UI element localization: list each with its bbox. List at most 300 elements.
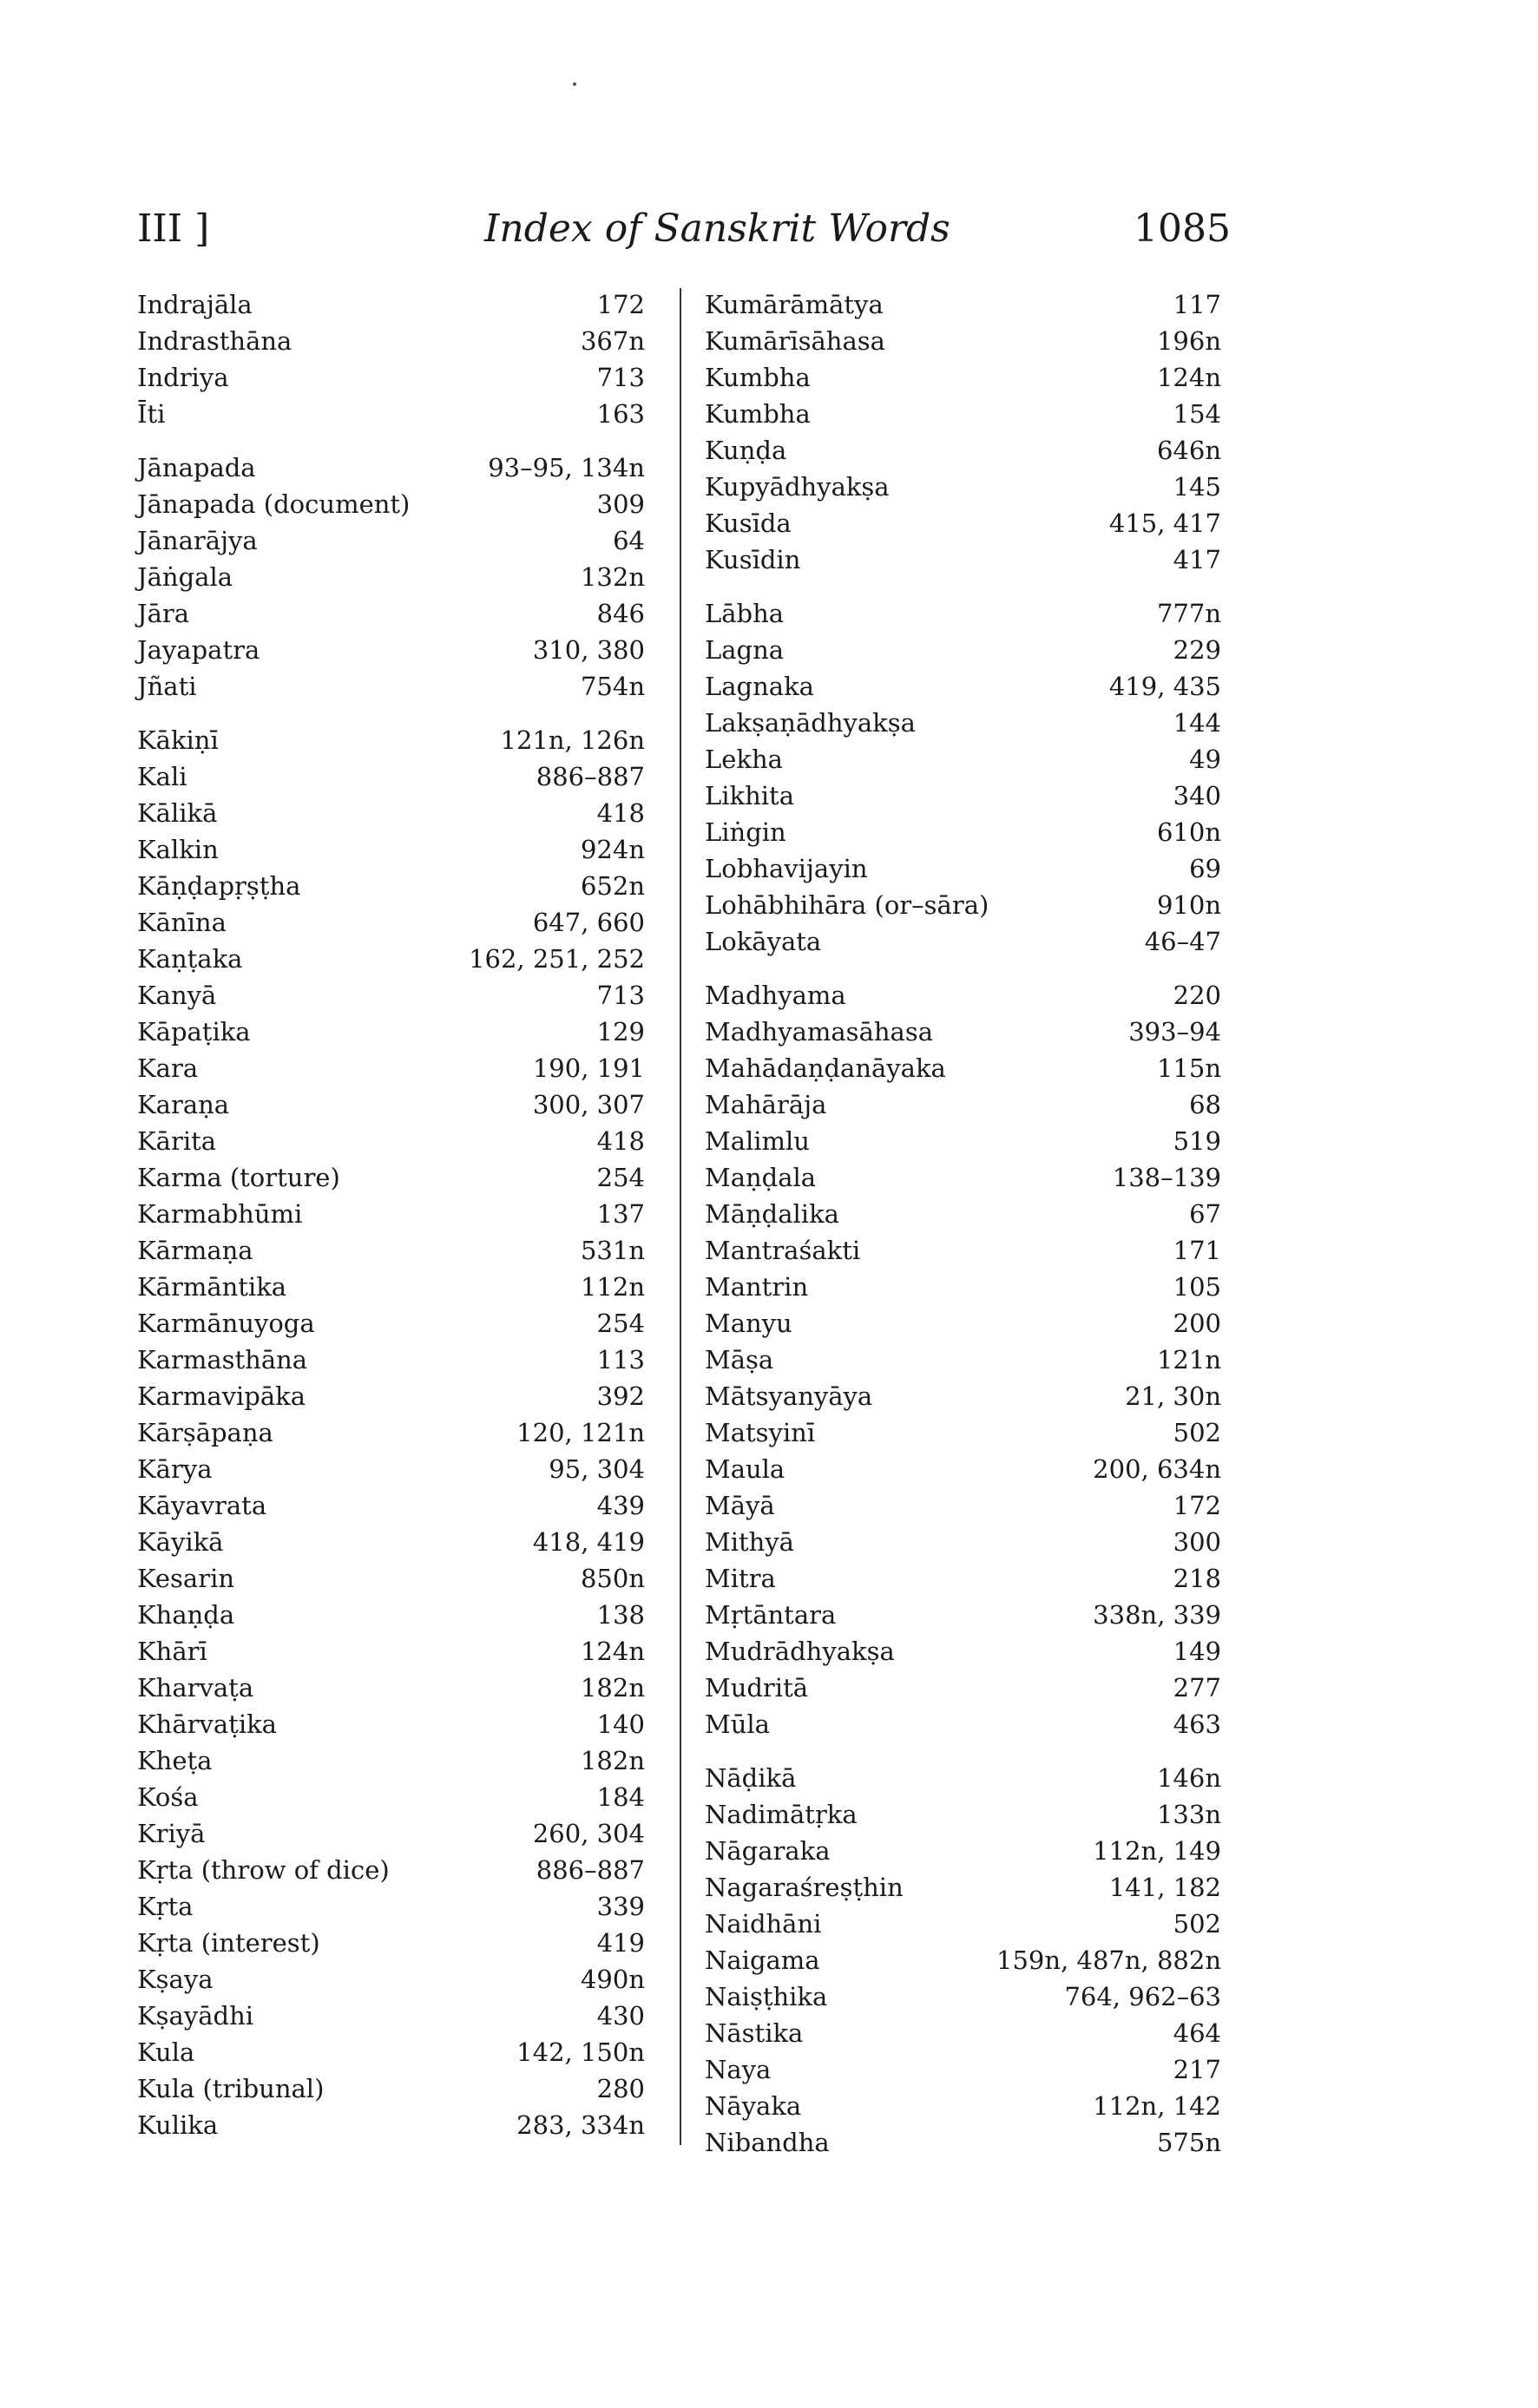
- entry-pages: 112n, 142: [1093, 2091, 1221, 2121]
- entry-word: Kṛta: [137, 1892, 194, 1921]
- index-entry: [137, 1998, 645, 2034]
- entry-pages: 392: [596, 1381, 645, 1411]
- entry-word: Madhyamasāhasa: [705, 1017, 933, 1047]
- index-entry: [705, 1760, 1221, 1796]
- entry-word: Madhyama: [705, 981, 846, 1010]
- entry-pages: 846: [596, 599, 645, 628]
- index-entry: [705, 1706, 1221, 1742]
- index-entry: [137, 868, 645, 904]
- entry-word: Māyā: [705, 1491, 775, 1520]
- entry-pages: 277: [1173, 1673, 1221, 1703]
- index-entry: [705, 1014, 1221, 1050]
- index-entry: [705, 1232, 1221, 1269]
- entry-word: Kāpaṭika: [137, 1017, 251, 1047]
- entry-pages: 338n, 339: [1093, 1600, 1221, 1630]
- index-entry: [137, 1451, 645, 1487]
- entry-pages: 339: [596, 1892, 645, 1921]
- index-entry: [137, 1706, 645, 1742]
- index-entry: [705, 1487, 1221, 1524]
- index-entry: [137, 1925, 645, 1961]
- entry-pages: 280: [596, 2074, 645, 2103]
- entry-pages: 419, 435: [1108, 672, 1221, 701]
- index-entry: [705, 1597, 1221, 1633]
- index-entry: [705, 1978, 1221, 2015]
- index-entry: [705, 632, 1221, 668]
- entry-pages: 418: [596, 1126, 645, 1156]
- entry-pages: 393–94: [1128, 1017, 1221, 1047]
- index-entry: [705, 1524, 1221, 1560]
- entry-word: Naya: [705, 2055, 772, 2084]
- index-entry: [137, 1633, 645, 1670]
- entry-word: Kharvaṭa: [137, 1673, 254, 1703]
- entry-word: Kriyā: [137, 1819, 206, 1848]
- entry-word: Kheṭa: [137, 1746, 213, 1775]
- entry-word: Nāstika: [705, 2018, 804, 2048]
- index-entry: [137, 1815, 645, 1852]
- entry-pages: 464: [1173, 2018, 1221, 2048]
- entry-pages: 172: [1173, 1491, 1221, 1520]
- entry-word: Kṣayādhi: [137, 2001, 254, 2031]
- entry-word: Māṇḍalika: [705, 1199, 839, 1229]
- entry-pages: 502: [1173, 1418, 1221, 1447]
- entry-word: Naidhāni: [705, 1909, 822, 1939]
- index-entry: [705, 1305, 1221, 1342]
- entry-pages: 172: [596, 290, 645, 319]
- entry-pages: 764, 962–63: [1064, 1982, 1221, 2011]
- index-entry: [705, 2124, 1221, 2161]
- entry-word: Jāra: [137, 599, 190, 628]
- index-section: [705, 977, 1221, 1742]
- entry-word: Lokāyata: [705, 927, 822, 956]
- index-entry: [705, 469, 1221, 505]
- entry-word: Kumbha: [705, 399, 811, 429]
- index-entry: [137, 359, 645, 396]
- entry-pages: 64: [613, 526, 645, 555]
- index-entry: [705, 1196, 1221, 1232]
- entry-word: Karmabhūmi: [137, 1199, 303, 1229]
- entry-pages: 531n: [580, 1236, 645, 1265]
- index-entry: [705, 923, 1221, 960]
- entry-word: Kumārīsāhasa: [705, 326, 885, 356]
- entry-word: Indrajāla: [137, 290, 253, 319]
- entry-word: Jānapada (document): [137, 489, 411, 519]
- entry-word: Khārī: [137, 1637, 207, 1666]
- entry-pages: 340: [1173, 781, 1221, 810]
- entry-pages: 713: [596, 363, 645, 392]
- entry-pages: 190, 191: [532, 1053, 645, 1083]
- index-entry: [137, 522, 645, 559]
- entry-pages: 171: [1173, 1236, 1221, 1265]
- entry-word: Karmavipāka: [137, 1381, 306, 1411]
- entry-word: Kali: [137, 762, 187, 791]
- entry-word: Kālikā: [137, 798, 218, 828]
- entry-pages: 112n: [580, 1272, 645, 1302]
- index-section: [705, 1760, 1221, 2161]
- entry-word: Mantrin: [705, 1272, 809, 1302]
- index-entry: [137, 1269, 645, 1305]
- entry-pages: 69: [1189, 854, 1221, 883]
- left-column: [137, 286, 645, 2161]
- entry-pages: 129: [596, 1017, 645, 1047]
- index-entry: [705, 1378, 1221, 1414]
- index-entry: [705, 977, 1221, 1014]
- index-entry: [137, 1597, 645, 1633]
- entry-pages: 300: [1173, 1527, 1221, 1557]
- index-section: [137, 286, 645, 432]
- index-entry: [137, 1560, 645, 1597]
- entry-pages: 120, 121n: [516, 1418, 645, 1447]
- entry-pages: 910n: [1156, 890, 1221, 920]
- entry-pages: 254: [596, 1309, 645, 1338]
- index-entry: [705, 1123, 1221, 1159]
- entry-word: Mudrādhyakṣa: [705, 1637, 895, 1666]
- entry-pages: 300, 307: [532, 1090, 645, 1119]
- chapter-marker: III ]: [137, 207, 210, 251]
- entry-word: Lagna: [705, 635, 785, 665]
- index-entry: [705, 1906, 1221, 1942]
- index-entry: [137, 1050, 645, 1086]
- entry-word: Khārvaṭika: [137, 1709, 277, 1739]
- index-entry: [137, 559, 645, 595]
- index-entry: [705, 1050, 1221, 1086]
- entry-word: Kārita: [137, 1126, 217, 1156]
- index-section: [137, 722, 645, 2143]
- index-entry: [137, 286, 645, 323]
- entry-pages: 754n: [580, 672, 645, 701]
- entry-pages: 105: [1173, 1272, 1221, 1302]
- index-section: [705, 595, 1221, 960]
- entry-word: Manyu: [705, 1309, 792, 1338]
- index-entry: [705, 2015, 1221, 2051]
- index-entry: [705, 505, 1221, 541]
- entry-word: Mṛtāntara: [705, 1600, 837, 1630]
- entry-pages: 886–887: [536, 762, 645, 791]
- index-entry: [137, 758, 645, 795]
- entry-pages: 502: [1173, 1909, 1221, 1939]
- entry-word: Kaṇṭaka: [137, 944, 243, 974]
- entry-word: Kumbha: [705, 363, 811, 392]
- entry-word: Kāyikā: [137, 1527, 224, 1557]
- index-entry: [705, 396, 1221, 432]
- entry-pages: 159n, 487n, 882n: [996, 1945, 1221, 1975]
- entry-pages: 132n: [580, 562, 645, 592]
- entry-pages: 419: [596, 1928, 645, 1958]
- entry-pages: 309: [596, 489, 645, 519]
- index-entry: [137, 1487, 645, 1524]
- index-entry: [137, 1852, 645, 1888]
- entry-word: Kara: [137, 1053, 199, 1083]
- entry-pages: 124n: [1156, 363, 1221, 392]
- entry-pages: 647, 660: [532, 908, 645, 937]
- entry-word: Khaṇḍa: [137, 1600, 235, 1630]
- entry-pages: 418, 419: [532, 1527, 645, 1557]
- entry-word: Jānarājya: [137, 526, 258, 555]
- entry-word: Kesarin: [137, 1564, 235, 1593]
- index-entry: [705, 850, 1221, 887]
- entry-pages: 112n, 149: [1093, 1836, 1221, 1866]
- entry-pages: 146n: [1156, 1763, 1221, 1793]
- index-entry: [137, 1159, 645, 1196]
- entry-pages: 117: [1173, 290, 1221, 319]
- index-entry: [137, 1414, 645, 1451]
- index-entry: [705, 1086, 1221, 1123]
- entry-word: Lekha: [705, 745, 783, 774]
- index-entry: [137, 595, 645, 632]
- entry-pages: 886–887: [536, 1855, 645, 1885]
- index-entry: [705, 323, 1221, 359]
- entry-word: Jayapatra: [137, 635, 260, 665]
- entry-pages: 163: [596, 399, 645, 429]
- entry-pages: 430: [596, 2001, 645, 2031]
- entry-pages: 283, 334n: [516, 2110, 645, 2140]
- entry-word: Māṣa: [705, 1345, 774, 1375]
- entry-word: Mitra: [705, 1564, 776, 1593]
- entry-word: Matsyinī: [705, 1418, 816, 1447]
- stray-mark: [573, 82, 576, 86]
- index-entry: [137, 1014, 645, 1050]
- entry-pages: 519: [1173, 1126, 1221, 1156]
- index-entry: [705, 1833, 1221, 1869]
- index-entry: [137, 486, 645, 522]
- entry-word: Karaṇa: [137, 1090, 230, 1119]
- entry-pages: 133n: [1156, 1800, 1221, 1829]
- entry-pages: 138: [596, 1600, 645, 1630]
- entry-word: Kusīdin: [705, 545, 801, 574]
- entry-word: Mahādaṇḍanāyaka: [705, 1053, 946, 1083]
- entry-pages: 121n: [1156, 1345, 1221, 1375]
- index-entry: [137, 1086, 645, 1123]
- entry-pages: 121n, 126n: [500, 725, 645, 755]
- entry-word: Jāṅgala: [137, 562, 233, 592]
- index-entry: [705, 1869, 1221, 1906]
- entry-pages: 149: [1173, 1637, 1221, 1666]
- entry-word: Mudritā: [705, 1673, 809, 1703]
- entry-word: Kumārāmātya: [705, 290, 884, 319]
- entry-word: Nāḍikā: [705, 1763, 797, 1793]
- index-entry: [137, 2107, 645, 2143]
- index-entry: [137, 1342, 645, 1378]
- entry-word: Likhita: [705, 781, 795, 810]
- entry-word: Mantraśakti: [705, 1236, 861, 1265]
- entry-word: Indrasthāna: [137, 326, 292, 356]
- entry-pages: 140: [596, 1709, 645, 1739]
- entry-word: Maula: [705, 1454, 785, 1484]
- entry-word: Kośa: [137, 1782, 199, 1812]
- index-entry: [705, 432, 1221, 469]
- entry-word: Liṅgin: [705, 817, 786, 847]
- entry-pages: 439: [596, 1491, 645, 1520]
- entry-pages: 713: [596, 981, 645, 1010]
- entry-pages: 145: [1173, 472, 1221, 502]
- index-entry: [137, 1779, 645, 1815]
- entry-pages: 67: [1189, 1199, 1221, 1229]
- index-entry: [137, 1305, 645, 1342]
- entry-word: Nāgaraka: [705, 1836, 831, 1866]
- index-entry: [705, 1942, 1221, 1978]
- entry-word: Kārṣāpaṇa: [137, 1418, 273, 1447]
- entry-word: Kānīna: [137, 908, 227, 937]
- entry-word: Jānapada: [137, 453, 256, 482]
- entry-pages: 260, 304: [532, 1819, 645, 1848]
- entry-word: Kākiṇī: [137, 725, 219, 755]
- index-entry: [705, 668, 1221, 705]
- entry-word: Kanyā: [137, 981, 217, 1010]
- index-entry: [705, 814, 1221, 850]
- entry-word: Karmasthāna: [137, 1345, 308, 1375]
- index-entry: [137, 1123, 645, 1159]
- column-divider: [680, 288, 681, 2145]
- entry-pages: 68: [1189, 1090, 1221, 1119]
- entry-word: Nagaraśreṣṭhin: [705, 1873, 904, 1902]
- entry-pages: 575n: [1156, 2128, 1221, 2157]
- entry-pages: 610n: [1156, 817, 1221, 847]
- entry-word: Mahārāja: [705, 1090, 827, 1119]
- entry-pages: 850n: [580, 1564, 645, 1593]
- entry-pages: 777n: [1156, 599, 1221, 628]
- entry-pages: 196n: [1156, 326, 1221, 356]
- entry-pages: 115n: [1156, 1053, 1221, 1083]
- entry-word: Mātsyanyāya: [705, 1381, 873, 1411]
- page-header: [137, 207, 1231, 267]
- entry-pages: 220: [1173, 981, 1221, 1010]
- entry-word: Kalkin: [137, 835, 219, 864]
- entry-word: Lobhavijayin: [705, 854, 868, 883]
- entry-word: Kṣaya: [137, 1965, 214, 1994]
- entry-pages: 415, 417: [1108, 509, 1221, 538]
- index-entry: [705, 2088, 1221, 2124]
- entry-word: Nadimātṛka: [705, 1800, 858, 1829]
- index-entry: [137, 1670, 645, 1706]
- entry-word: Kṛta (throw of dice): [137, 1855, 390, 1885]
- index-entry: [705, 2051, 1221, 2088]
- index-entry: [705, 286, 1221, 323]
- index-entry: [137, 323, 645, 359]
- index-entry: [137, 1524, 645, 1560]
- entry-word: Naigama: [705, 1945, 820, 1975]
- entry-pages: 184: [596, 1782, 645, 1812]
- right-column: [705, 286, 1221, 2178]
- entry-word: Lābha: [705, 599, 785, 628]
- index-entry: [705, 1269, 1221, 1305]
- entry-word: Kupyādhyakṣa: [705, 472, 890, 502]
- entry-word: Kārmaṇa: [137, 1236, 253, 1265]
- entry-word: Karmānuyoga: [137, 1309, 315, 1338]
- entry-word: Mithyā: [705, 1527, 794, 1557]
- index-entry: [705, 1560, 1221, 1597]
- index-entry: [705, 887, 1221, 923]
- entry-pages: 182n: [580, 1673, 645, 1703]
- entry-word: Jñati: [137, 672, 197, 701]
- index-entry: [705, 541, 1221, 578]
- entry-pages: 144: [1173, 708, 1221, 738]
- index-entry: [137, 831, 645, 868]
- entry-word: Lohābhihāra (or–sāra): [705, 890, 989, 920]
- entry-pages: 254: [596, 1163, 645, 1192]
- entry-word: Kṛta (interest): [137, 1928, 320, 1958]
- index-entry: [137, 795, 645, 831]
- entry-pages: 182n: [580, 1746, 645, 1775]
- entry-pages: 95, 304: [549, 1454, 645, 1484]
- index-entry: [137, 1232, 645, 1269]
- index-entry: [137, 1196, 645, 1232]
- index-entry: [705, 1633, 1221, 1670]
- index-entry: [137, 1742, 645, 1779]
- index-section: [705, 286, 1221, 578]
- entry-pages: 463: [1173, 1709, 1221, 1739]
- entry-pages: 154: [1173, 399, 1221, 429]
- entry-pages: 141, 182: [1108, 1873, 1221, 1902]
- entry-word: Kāṇḍapṛṣṭha: [137, 871, 301, 901]
- entry-word: Kula (tribunal): [137, 2074, 325, 2103]
- index-entry: [137, 941, 645, 977]
- entry-word: Mūla: [705, 1709, 770, 1739]
- entry-word: Nāyaka: [705, 2091, 802, 2121]
- index-entry: [137, 1961, 645, 1998]
- entry-word: Naiṣṭhika: [705, 1982, 828, 2011]
- index-entry: [705, 705, 1221, 741]
- entry-word: Kula: [137, 2037, 195, 2067]
- index-entry: [137, 396, 645, 432]
- entry-word: Kārya: [137, 1454, 213, 1484]
- index-entry: [137, 449, 645, 486]
- entry-pages: 310, 380: [532, 635, 645, 665]
- entry-pages: 646n: [1156, 436, 1221, 465]
- entry-pages: 418: [596, 798, 645, 828]
- index-entry: [137, 2034, 645, 2070]
- entry-pages: 142, 150n: [516, 2037, 645, 2067]
- index-entry: [705, 359, 1221, 396]
- entry-pages: 229: [1173, 635, 1221, 665]
- entry-word: Lagnaka: [705, 672, 814, 701]
- index-entry: [137, 1378, 645, 1414]
- index-entry: [137, 722, 645, 758]
- entry-word: Maṇḍala: [705, 1163, 817, 1192]
- index-entry: [137, 977, 645, 1014]
- entry-word: Kārmāntika: [137, 1272, 287, 1302]
- index-entry: [705, 595, 1221, 632]
- entry-word: Kuṇḍa: [705, 436, 787, 465]
- index-entry: [137, 668, 645, 705]
- index-entry: [705, 1796, 1221, 1833]
- index-entry: [705, 1670, 1221, 1706]
- entry-pages: 200: [1173, 1309, 1221, 1338]
- entry-word: Karma (torture): [137, 1163, 340, 1192]
- entry-pages: 218: [1173, 1564, 1221, 1593]
- entry-pages: 138–139: [1112, 1163, 1221, 1192]
- index-entry: [137, 904, 645, 941]
- entry-pages: 21, 30n: [1125, 1381, 1221, 1411]
- index-entry: [137, 1888, 645, 1925]
- entry-pages: 124n: [580, 1637, 645, 1666]
- index-entry: [705, 778, 1221, 814]
- entry-pages: 162, 251, 252: [469, 944, 645, 974]
- index-entry: [705, 741, 1221, 778]
- index-entry: [705, 1159, 1221, 1196]
- entry-pages: 49: [1189, 745, 1221, 774]
- index-entry: [705, 1414, 1221, 1451]
- entry-word: Indriya: [137, 363, 229, 392]
- entry-pages: 924n: [580, 835, 645, 864]
- running-title: Index of Sanskrit Words: [484, 207, 950, 251]
- entry-pages: 113: [596, 1345, 645, 1375]
- entry-pages: 93–95, 134n: [488, 453, 645, 482]
- entry-word: Kāyavrata: [137, 1491, 267, 1520]
- entry-pages: 46–47: [1144, 927, 1221, 956]
- entry-word: Nibandha: [705, 2128, 830, 2157]
- entry-pages: 417: [1173, 545, 1221, 574]
- entry-word: Kulika: [137, 2110, 219, 2140]
- entry-word: Malimlu: [705, 1126, 810, 1156]
